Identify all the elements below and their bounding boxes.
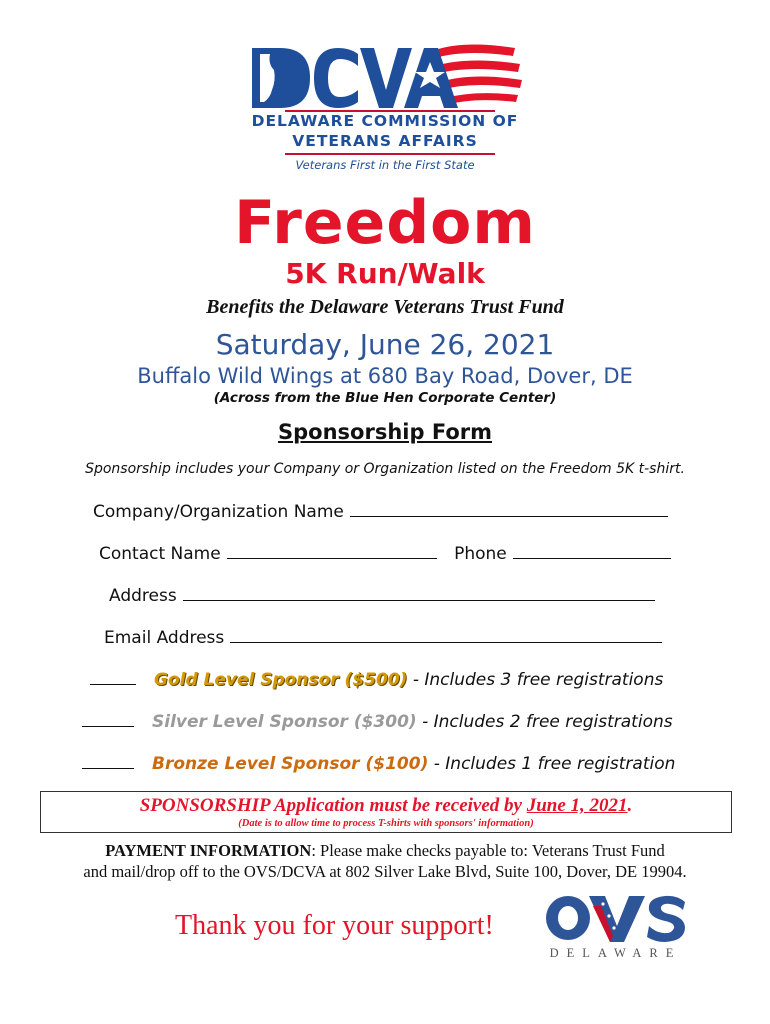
payment-line-2: and mail/drop off to the OVS/DCVA at 802 Silver Lake Blvd, Suite 100, Dover, DE 19904. [83, 862, 687, 881]
logo-org-line-2: VETERANS AFFAIRS [292, 132, 478, 150]
payment-instructions: : Please make checks payable to: Veterans Trust Fund [311, 841, 665, 860]
ovs-logo-mark [543, 892, 688, 944]
event-title: Freedom [234, 188, 536, 258]
event-venue: Buffalo Wild Wings at 680 Bay Road, Dover, DE [137, 364, 633, 388]
logo-tagline: Veterans First in the First State [295, 158, 475, 172]
phone-label: Phone [454, 544, 507, 564]
deadline-box [40, 791, 732, 833]
deadline-note: (Date is to allow time to process T-shirts with sponsors' information) [238, 818, 534, 829]
contact-label: Contact Name [99, 544, 221, 564]
phone-input-line[interactable] [513, 544, 671, 559]
dcva-logo [240, 40, 530, 175]
sponsor-option-silver[interactable] [82, 712, 673, 732]
deadline-lead: SPONSORSHIP Application must be received by [139, 795, 527, 816]
event-subtitle: 5K Run/Walk [285, 257, 485, 290]
contact-input-line[interactable] [227, 544, 437, 559]
address-field[interactable] [109, 586, 655, 606]
ovs-delaware-text: DELAWARE [549, 946, 682, 960]
payment-line-1 [0, 841, 770, 861]
deadline-text [41, 795, 731, 817]
address-label: Address [109, 586, 177, 606]
sponsor-checkbox-line[interactable] [82, 754, 134, 769]
ovs-logo [543, 892, 688, 962]
dcva-logo-mark [240, 40, 530, 110]
company-input-line[interactable] [350, 502, 668, 517]
sponsor-benefit: - Includes 3 free registrations [407, 670, 664, 690]
email-input-line[interactable] [230, 628, 662, 643]
sponsor-level-name: Gold Level Sponsor ($500) [154, 670, 408, 690]
sponsorship-includes-note: Sponsorship includes your Company or Organization listed on the Freedom 5K t-shirt. [85, 461, 685, 477]
sponsor-level-name: Silver Level Sponsor ($300) [152, 712, 417, 732]
event-benefits: Benefits the Delaware Veterans Trust Fund [206, 296, 564, 318]
company-field[interactable] [93, 502, 668, 522]
sponsor-checkbox-line[interactable] [90, 670, 136, 685]
address-input-line[interactable] [183, 586, 655, 601]
email-field[interactable] [104, 628, 662, 648]
deadline-period: . [627, 795, 633, 816]
sponsor-option-bronze[interactable] [82, 754, 675, 774]
thank-you-text: Thank you for your support! [175, 910, 494, 941]
payment-label: PAYMENT INFORMATION [105, 841, 312, 860]
deadline-date: June 1, 2021 [526, 795, 628, 816]
logo-org-line-1: DELAWARE COMMISSION OF [251, 112, 519, 130]
event-date: Saturday, June 26, 2021 [215, 328, 555, 361]
sponsor-benefit: - Includes 2 free registrations [416, 712, 673, 732]
form-title: Sponsorship Form [278, 420, 492, 444]
sponsor-checkbox-line[interactable] [82, 712, 134, 727]
company-label: Company/Organization Name [93, 502, 344, 522]
contact-field[interactable] [99, 544, 671, 564]
logo-divider [285, 153, 495, 155]
logo-divider [285, 110, 495, 112]
email-label: Email Address [104, 628, 225, 648]
sponsor-benefit: - Includes 1 free registration [428, 754, 676, 774]
sponsor-level-name: Bronze Level Sponsor ($100) [152, 754, 429, 774]
sponsor-option-gold[interactable] [90, 670, 663, 690]
event-landmark: (Across from the Blue Hen Corporate Center) [213, 390, 557, 406]
